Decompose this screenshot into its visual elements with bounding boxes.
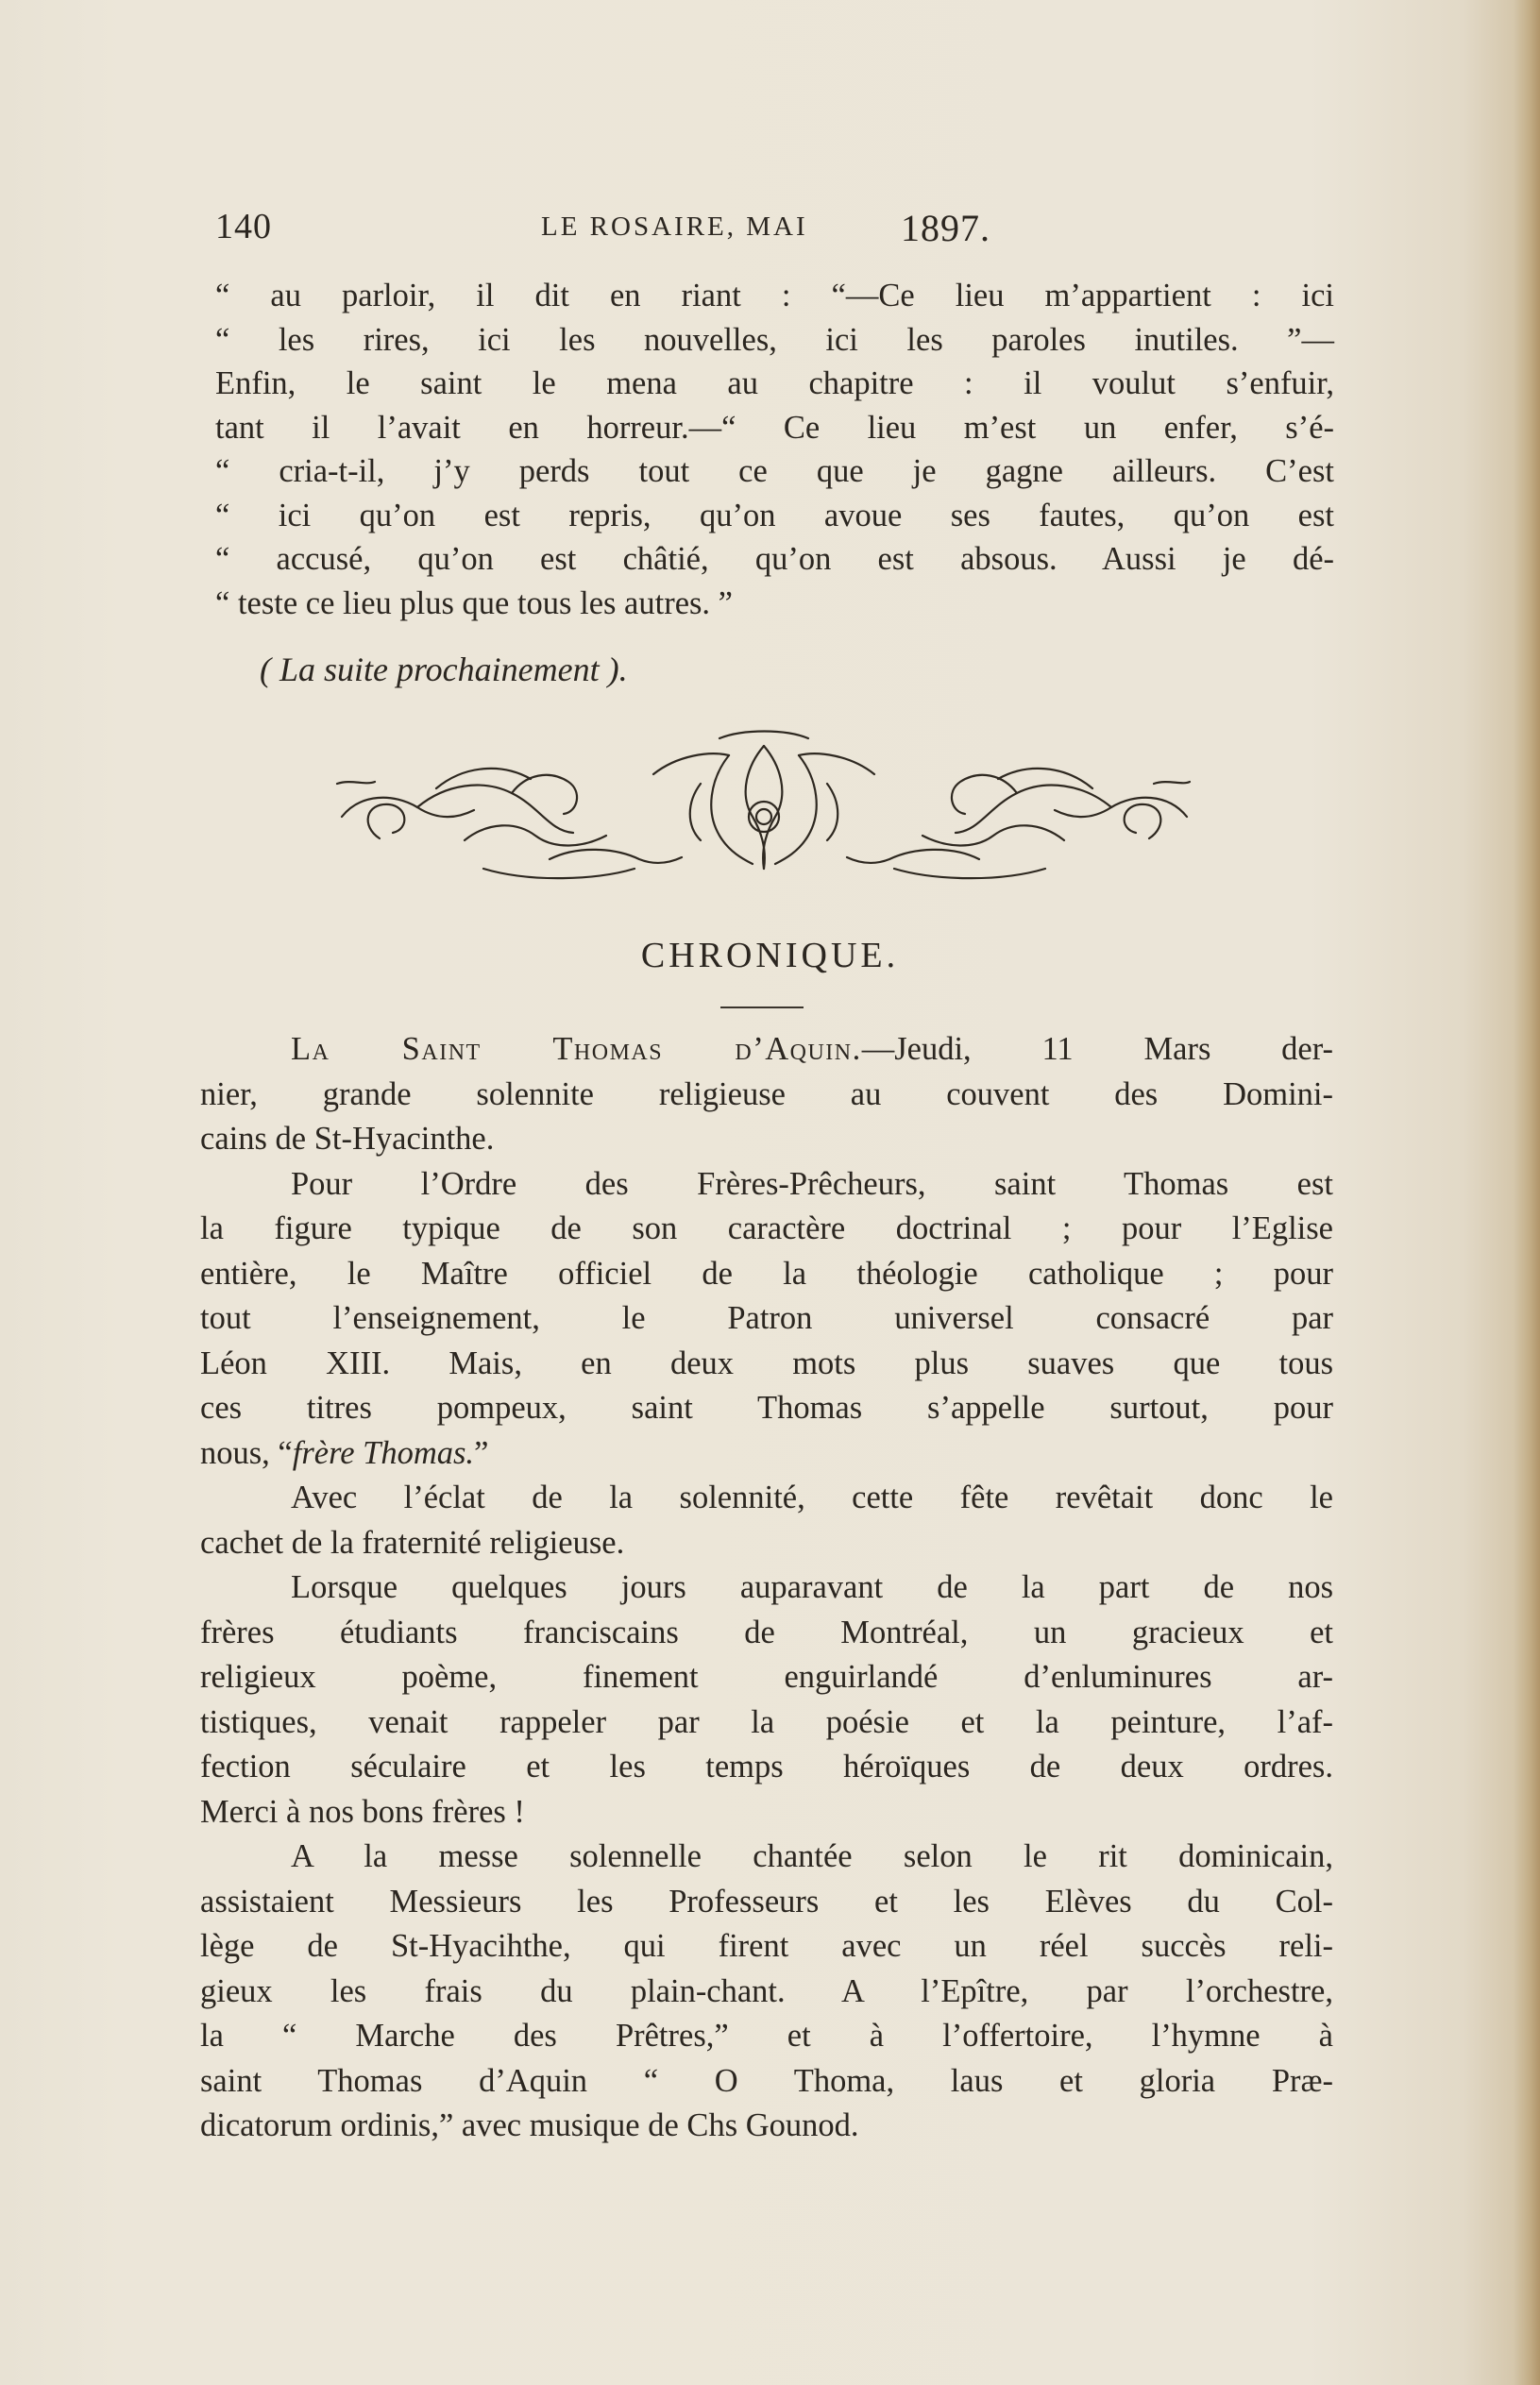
text-line: Enfin, le saint le mena au chapitre : il voulut s’enfuir, [215, 365, 1334, 401]
text-line: “ au parloir, il dit en riant : “—Ce lieu m’appartient : ici [215, 278, 1334, 313]
passage-text [215, 274, 1334, 625]
heading-rule [720, 1006, 804, 1008]
text-line: assistaient Messieurs les Professeurs et les Elèves du Col- [200, 1883, 1333, 1920]
text-line: Lorsque quelques jours auparavant de la part de nos [291, 1569, 1333, 1605]
section-heading: CHRONIQUE. [640, 936, 900, 975]
journal-title: LE ROSAIRE, MAI [541, 211, 808, 242]
text-line: ces titres pompeux, saint Thomas s’appelle surtout, pour [200, 1390, 1333, 1426]
text-span: ” [474, 1434, 489, 1471]
text-line: cachet de la fraternité religieuse. [200, 1524, 625, 1561]
article-lead: La Saint Thomas d’Aquin. [291, 1031, 862, 1067]
text-line: gieux les frais du plain-chant. A l’Epître, par l’orchestre, [200, 1972, 1333, 2009]
text-line: religieux poème, finement enguirlandé d’enluminures ar- [200, 1659, 1333, 1695]
text-line: tistiques, venait rappeler par la poésie et la peinture, l’af- [200, 1703, 1333, 1740]
ornament-divider [323, 727, 1206, 892]
text-line: “ teste ce lieu plus que tous les autres. ” [215, 584, 733, 621]
text-line: tout l’enseignement, le Patron universel consacré par [200, 1300, 1333, 1336]
text-line: Pour l’Ordre des Frères-Prêcheurs, saint Thomas est [291, 1165, 1333, 1202]
text-line: Avec l’éclat de la solennité, cette fête revêtait donc le [291, 1480, 1333, 1515]
text-line: lège de St-Hyacihthe, qui firent avec un réel succès reli- [200, 1928, 1333, 1964]
italic-text: frère Thomas. [292, 1434, 475, 1471]
journal-year: 1897. [901, 207, 990, 249]
text-line: la “ Marche des Prêtres,” et à l’offertoire, l’hymne à [200, 2018, 1333, 2054]
text-line [200, 1431, 1333, 1477]
text-line: Léon XIII. Mais, en deux mots plus suaves que tous [200, 1345, 1333, 1381]
continuation-note: ( La suite prochainement ). [260, 651, 628, 688]
running-head [215, 206, 999, 253]
text-line: A la messe solennelle chantée selon le rit dominicain, [291, 1838, 1333, 1874]
text-line: “ accusé, qu’on est châtié, qu’on est absous. Aussi je dé- [215, 541, 1334, 577]
text-line: cains de St-Hyacinthe. [200, 1121, 495, 1157]
text-line: “ ici qu’on est repris, qu’on avoue ses fautes, qu’on est [215, 497, 1334, 533]
text-line: fection séculaire et les temps héroïques de deux ordres. [200, 1749, 1333, 1785]
text-line: frères étudiants franciscains de Montréal, un gracieux et [200, 1614, 1333, 1650]
text-line [200, 1027, 1333, 1073]
text-line: tant il l’avait en horreur.—“ Ce lieu m’est un enfer, s’é- [215, 409, 1334, 446]
text-span: —Jeudi, 11 Mars der- [861, 1031, 1333, 1067]
text-line: nier, grande solennite religieuse au couvent des Domini- [200, 1075, 1333, 1112]
text-line: “ cria-t-il, j’y perds tout ce que je gagne ailleurs. C’est [215, 453, 1334, 489]
text-line: dicatorum ordinis,” avec musique de Chs Gounod. [200, 2107, 859, 2143]
text-line: “ les rires, ici les nouvelles, ici les paroles inutiles. ”— [215, 321, 1334, 358]
page-edge-shadow [1514, 0, 1540, 2385]
text-line: la figure typique de son caractère doctrinal ; pour l’Eglise [200, 1210, 1333, 1246]
text-span: nous, “ [200, 1434, 293, 1471]
page-number: 140 [215, 207, 272, 246]
text-line: Merci à nos bons frères ! [200, 1793, 525, 1830]
chronique-text [200, 1027, 1333, 2149]
text-line: saint Thomas d’Aquin “ O Thoma, laus et gloria Præ- [200, 2062, 1333, 2099]
text-line: entière, le Maître officiel de la théologie catholique ; pour [200, 1255, 1333, 1292]
